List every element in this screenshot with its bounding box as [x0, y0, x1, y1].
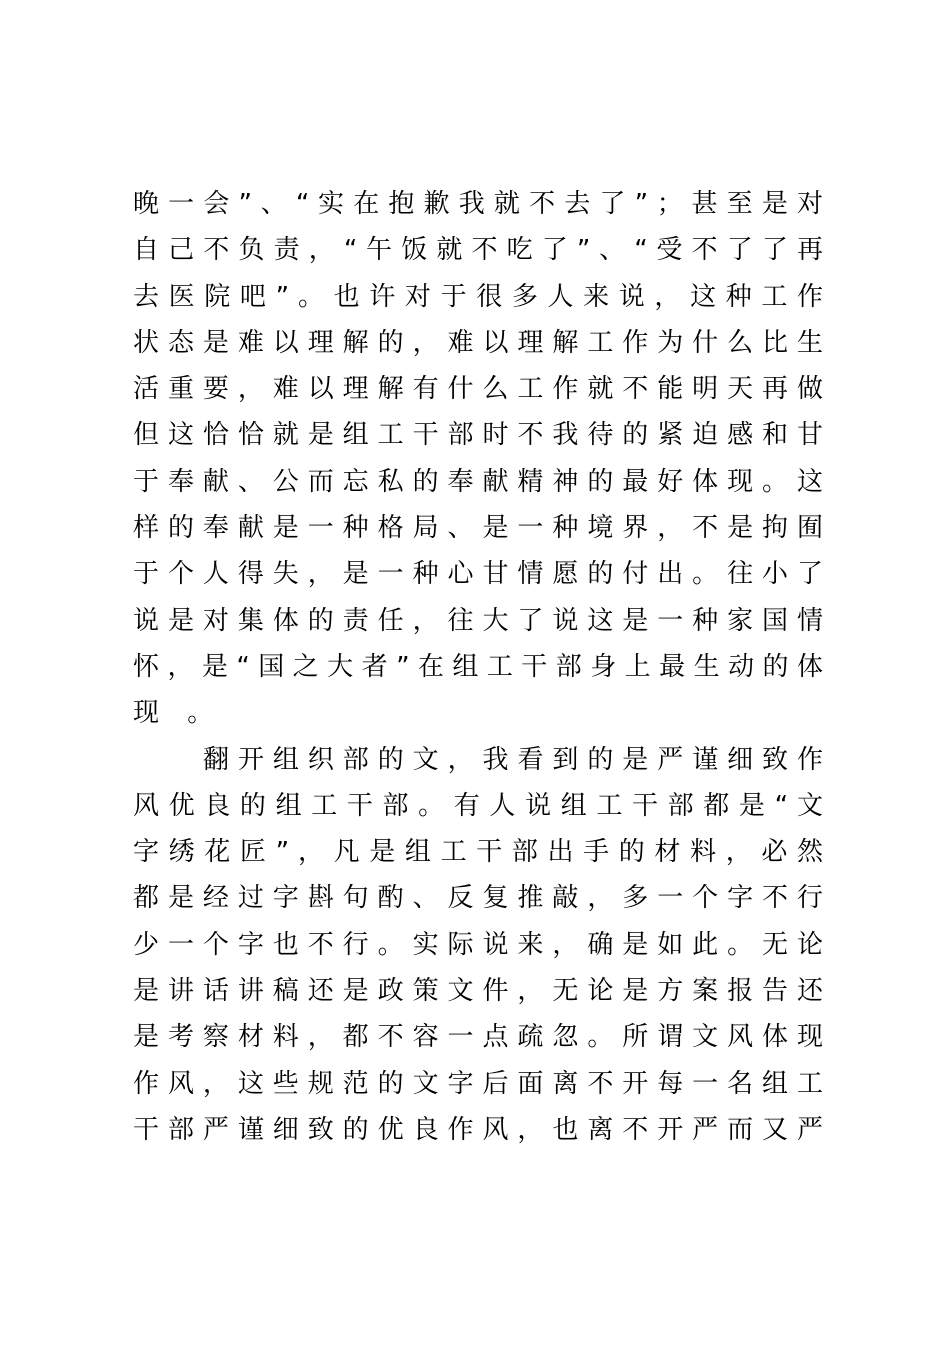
paragraph-2-line-5: 少 一 个 字 也 不 行 。 实 际 说 来 ， 确 是 如 此 。 无 论 — [133, 929, 823, 960]
paragraph-2-line-7: 是 考 察 材 料 ， 都 不 容 一 点 疏 忽 。 所 谓 文 风 体 现 — [133, 1022, 823, 1053]
paragraph-1-line-10: 说 是 对 集 体 的 责 任 ， 往 大 了 说 这 是 一 种 家 国 情 — [133, 605, 823, 636]
paragraph-2-line-8: 作 风 ， 这 些 规 范 的 文 字 后 面 离 不 开 每 一 名 组 工 — [133, 1068, 823, 1099]
paragraph-1-line-7: 于 奉 献 、 公 而 忘 私 的 奉 献 精 神 的 最 好 体 现 。 这 — [133, 466, 823, 497]
paragraph-2-line-4: 都 是 经 过 字 斟 句 酌 、 反 复 推 敲 ， 多 一 个 字 不 行 — [133, 883, 823, 914]
paragraph-1-line-6: 但 这 恰 恰 就 是 组 工 干 部 时 不 我 待 的 紧 迫 感 和 甘 — [133, 420, 823, 451]
paragraph-1-line-8: 样 的 奉 献 是 一 种 格 局 、 是 一 种 境 界 ， 不 是 拘 囿 — [133, 513, 823, 544]
paragraph-2-line-2: 风 优 良 的 组 工 干 部 。 有 人 说 组 工 干 部 都 是 “ 文 — [133, 790, 823, 821]
paragraph-1-line-11: 怀 ， 是 “ 国 之 大 者 ” 在 组 工 干 部 身 上 最 生 动 的 体 — [133, 651, 823, 682]
paragraph-2-line-6: 是 讲 话 讲 稿 还 是 政 策 文 件 ， 无 论 是 方 案 报 告 还 — [133, 976, 823, 1007]
paragraph-2-line-3: 字 绣 花 匠 ” ， 凡 是 组 工 干 部 出 手 的 材 料 ， 必 然 — [133, 837, 823, 868]
paragraph-2-line-1: 翻 开 组 织 部 的 文 ， 我 看 到 的 是 严 谨 细 致 作 — [203, 744, 823, 775]
paragraph-1-line-3: 去 医 院 吧 ” 。 也 许 对 于 很 多 人 来 说 ， 这 种 工 作 — [133, 281, 823, 312]
paragraph-1-line-9: 于 个 人 得 失 ， 是 一 种 心 甘 情 愿 的 付 出 。 往 小 了 — [133, 559, 823, 590]
body-text — [133, 181, 823, 1153]
paragraph-1-line-5: 活 重 要 ， 难 以 理 解 有 什 么 工 作 就 不 能 明 天 再 做 — [133, 374, 823, 405]
paragraph-2-line-9: 干 部 严 谨 细 致 的 优 良 作 风 ， 也 离 不 开 严 而 又 严 — [133, 1114, 823, 1145]
paragraph-1-line-12: 现 。 — [133, 698, 224, 729]
paragraph-1-line-2: 自 己 不 负 责 ， “ 午 饭 就 不 吃 了 ” 、 “ 受 不 了 了 再 — [133, 235, 823, 266]
paragraph-1-line-1: 晚 一 会 ” 、 “ 实 在 抱 歉 我 就 不 去 了 ” ； 甚 至 是 对 — [133, 189, 823, 219]
paragraph-1-line-4: 状 态 是 难 以 理 解 的 ， 难 以 理 解 工 作 为 什 么 比 生 — [133, 327, 823, 358]
